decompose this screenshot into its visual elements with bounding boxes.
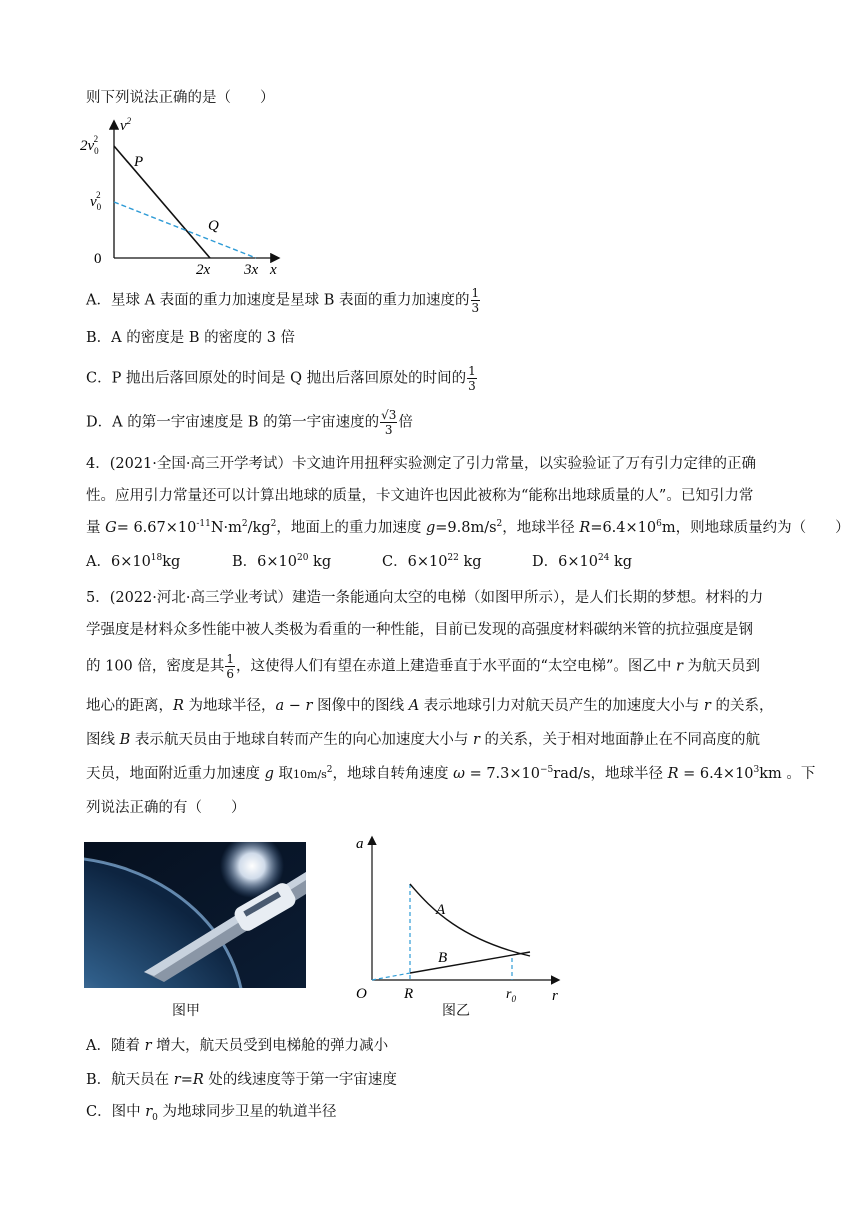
y-tick-v0sq: $v_02$ — [90, 190, 102, 212]
line-q — [114, 202, 256, 258]
option-d: D．A 的第一宇宙速度是 B 的第一宇宙速度的 $\frac{√3}{3}$ 倍 — [86, 408, 413, 437]
fraction: $\frac{√3}{3}$ — [381, 408, 397, 437]
label-A: A — [436, 902, 446, 918]
line-b — [410, 952, 530, 973]
origin-label: 0 — [94, 251, 102, 267]
x-tick-3x: 3x — [244, 262, 259, 277]
y-tick-2v0sq: $2v_02$ — [80, 134, 99, 156]
caption-jia: 图甲 — [172, 1003, 200, 1019]
caption-yi: 图乙 — [442, 1003, 470, 1019]
label-p: P — [134, 154, 144, 170]
q5-line2: 学强度是材料众多性能中被人类极为看重的一种性能，目前已发现的高强度材料碳纳米管的抗拉强度是钢 — [86, 622, 753, 638]
tick-R: R — [404, 986, 414, 1002]
q4-option-c: C．$6\times 10^{22}$ kg — [382, 553, 482, 570]
q4-line3: 量 $G= 6.67\times 10^{-11}N\cdot m^2/kg^2$，地面上的重力加速度 $g=9.8m/s^2$，地球半径 $R=6.4\times 10^6m$，则地球质量约为（ ） — [86, 519, 850, 536]
q4-line2: 性。应用引力常量还可以计算出地球的质量，卡文迪许也因此被称为“能称出地球质量的人”。已知引力常 — [86, 488, 754, 504]
q5-line4: 地心的距离，R 为地球半径，a − r 图像中的图线 A 表示地球引力对航天员产生的加速度大小与 r 的关系， — [86, 698, 774, 714]
q5-line7: 列说法正确的有（ ） — [86, 800, 246, 816]
option-a: A．星球 A 表面的重力加速度是星球 B 表面的重力加速度的 $\frac{1}{3}$ — [86, 286, 480, 315]
tick-r0: $r_0$ — [506, 987, 516, 1004]
space-elevator-photo — [84, 842, 306, 988]
curve-a — [410, 884, 530, 956]
option-c: C．P 抛出后落回原处的时间是 Q 抛出后落回原处的时间的 $\frac{1}{3}$ — [86, 364, 476, 393]
dash-b-extension — [372, 973, 410, 980]
option-b: B．A 的密度是 B 的密度的 3 倍 — [86, 330, 296, 346]
question-intro: 则下列说法正确的是（ ） — [86, 90, 275, 106]
q5-option-a: A．随着 r 增大，航天员受到电梯舱的弹力减小 — [86, 1038, 389, 1054]
line-p — [114, 146, 210, 258]
origin-label: O — [356, 986, 367, 1002]
fraction: $\frac{1}{6}$ — [226, 652, 235, 681]
q4-option-b: B．$6\times 10^{20}$ kg — [232, 553, 332, 570]
q4-option-a: A．$6\times 10^{18}kg$ — [86, 553, 181, 570]
q4-line1: 4．(2021·全国·高三开学考试）卡文迪许用扭秤实验测定了引力常量，以实验验证了万有引力定律的正确 — [86, 456, 756, 472]
fraction: $\frac{1}{3}$ — [468, 364, 476, 393]
q5-option-b: B．航天员在 r=R 处的线速度等于第一宇宙速度 — [86, 1072, 397, 1088]
q4-option-d: D．$6\times 10^{24}$ kg — [532, 553, 633, 570]
label-q: Q — [208, 218, 219, 234]
x-tick-2x: 2x — [196, 262, 211, 277]
a-r-graph — [352, 830, 567, 1006]
v2-x-graph — [78, 112, 288, 277]
q5-option-c: C．图中 $r_0$ 为地球同步卫星的轨道半径 — [86, 1104, 337, 1123]
q5-line3: 的 100 倍，密度是其 $\frac{1}{6}$ ，这使得人们有望在赤道上建造垂直于水平面的“太空电梯”。图乙中 r 为航天员到 — [86, 652, 761, 681]
q5-line5: 图线 B 表示航天员由于地球自转而产生的向心加速度大小与 r 的关系，关于相对地面静止在不同高度的航 — [86, 732, 761, 748]
x-axis-label: x — [270, 262, 277, 277]
q5-line6: 天员，地面附近重力加速度 g 取$10m/s^2$，地球自转角速度 $\omega = 7.3\times 10^{-5}rad/s$，地球半径 $R = 6.4\times 10^3km$ 。下 — [86, 765, 816, 782]
q5-line1: 5．(2022·河北·高三学业考试）建造一条能通向太空的电梯（如图甲所示），是人们长期的梦想。材料的力 — [86, 590, 764, 606]
fraction: $\frac{1}{3}$ — [471, 286, 480, 315]
y-axis-label: $v^2$ — [120, 116, 132, 134]
x-label: r — [552, 988, 558, 1004]
label-B: B — [438, 950, 448, 966]
y-label: a — [356, 836, 364, 852]
